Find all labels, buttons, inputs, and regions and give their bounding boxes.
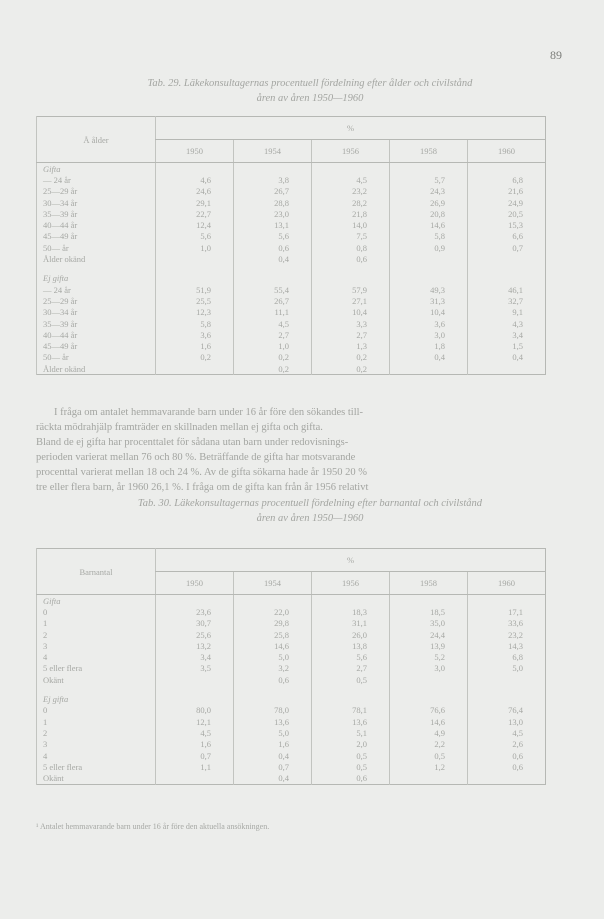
value-cell: 9,1	[468, 307, 546, 318]
paragraph-line: procenttal varierat mellan 18 och 24 %. Av de gifta sökarna hade år 1950 20 %	[36, 467, 368, 478]
value-cell: 5,0	[468, 663, 546, 674]
value-cell: 6,8	[468, 174, 546, 185]
spacer-cell	[37, 265, 156, 273]
value-cell: 6,6	[468, 231, 546, 242]
value-cell	[468, 253, 546, 264]
value-cell	[390, 253, 468, 264]
empty-cell	[156, 595, 234, 607]
value-cell: 26,0	[312, 629, 390, 640]
value-cell: 0,5	[312, 750, 390, 761]
table-row	[37, 674, 546, 685]
value-cell: 7,5	[312, 231, 390, 242]
value-cell: 12,4	[156, 219, 234, 230]
spacer-cell	[312, 265, 390, 273]
row-label: 30—34 år	[37, 197, 156, 208]
row-label: 3	[37, 640, 156, 651]
value-cell: 12,3	[156, 307, 234, 318]
value-cell: 27,1	[312, 295, 390, 306]
body-paragraph	[36, 405, 546, 495]
value-cell: 14,3	[468, 640, 546, 651]
value-cell: 31,3	[390, 295, 468, 306]
value-cell: 51,9	[156, 284, 234, 295]
value-cell: 4,5	[468, 727, 546, 738]
table2-unit-header: %	[156, 549, 546, 572]
value-cell: 3,2	[234, 663, 312, 674]
value-cell: 10,4	[390, 307, 468, 318]
row-label: 2	[37, 629, 156, 640]
value-cell: 1,0	[156, 242, 234, 253]
row-label: — 24 år	[37, 284, 156, 295]
value-cell: 22,0	[234, 606, 312, 617]
value-cell: 2,0	[312, 739, 390, 750]
value-cell: 24,4	[390, 629, 468, 640]
section-label: Ej gifta	[37, 693, 156, 704]
empty-cell	[390, 693, 468, 704]
value-cell: 3,4	[156, 651, 234, 662]
value-cell: 23,0	[234, 208, 312, 219]
empty-cell	[234, 693, 312, 704]
table2-year-header: 1958	[390, 572, 468, 595]
row-label: 50— år	[37, 352, 156, 363]
value-cell: 24,6	[156, 186, 234, 197]
value-cell: 2,2	[390, 739, 468, 750]
value-cell: 6,8	[468, 651, 546, 662]
row-label: Ålder okänd	[37, 363, 156, 375]
value-cell: 0,2	[312, 363, 390, 375]
value-cell: 0,2	[312, 352, 390, 363]
value-cell: 2,7	[312, 663, 390, 674]
value-cell: 5,8	[390, 231, 468, 242]
row-label: 35—39 år	[37, 318, 156, 329]
section-label: Ej gifta	[37, 273, 156, 284]
table1-year-header: 1950	[156, 140, 234, 163]
value-cell: 26,7	[234, 186, 312, 197]
value-cell: 24,9	[468, 197, 546, 208]
table-row	[37, 651, 546, 662]
value-cell: 3,3	[312, 318, 390, 329]
value-cell: 18,5	[390, 606, 468, 617]
empty-cell	[312, 163, 390, 175]
table2-year-header: 1960	[468, 572, 546, 595]
table-row	[37, 253, 546, 264]
value-cell: 31,1	[312, 618, 390, 629]
value-cell: 0,7	[156, 750, 234, 761]
table1-caption-line1: Tab. 29. Läkekonsultagernas procentuell fördelning efter ålder och civilstånd	[147, 78, 473, 89]
value-cell: 5,7	[390, 174, 468, 185]
value-cell: 80,0	[156, 705, 234, 716]
table-row	[37, 640, 546, 651]
section-spacer	[37, 685, 546, 693]
spacer-cell	[312, 685, 390, 693]
row-label: 45—49 år	[37, 340, 156, 351]
value-cell: 4,5	[312, 174, 390, 185]
table1-year-header: 1958	[390, 140, 468, 163]
table-row	[37, 197, 546, 208]
table2-caption	[70, 496, 550, 526]
value-cell: 5,6	[312, 651, 390, 662]
value-cell: 24,3	[390, 186, 468, 197]
spacer-cell	[37, 685, 156, 693]
value-cell: 76,4	[468, 705, 546, 716]
footnote: ¹ Antalet hemmavarande barn under 16 år före den aktuella ansökningen.	[36, 822, 270, 831]
row-label: 1	[37, 716, 156, 727]
table-row	[37, 307, 546, 318]
spacer-cell	[390, 265, 468, 273]
value-cell: 0,5	[390, 750, 468, 761]
value-cell	[156, 772, 234, 784]
value-cell: 0,6	[234, 242, 312, 253]
paragraph-line: perioden varierat mellan 76 och 80 %. Beträffande de gifta har motsvarande	[36, 452, 356, 463]
row-label: 3	[37, 739, 156, 750]
value-cell: 13,8	[312, 640, 390, 651]
empty-cell	[390, 163, 468, 175]
value-cell: 3,4	[468, 329, 546, 340]
spacer-cell	[390, 685, 468, 693]
paragraph-line: I fråga om antalet hemmavarande barn under 16 år före den sökandes till-	[54, 407, 364, 418]
value-cell	[390, 363, 468, 375]
value-cell: 0,6	[468, 761, 546, 772]
value-cell: 1,6	[156, 739, 234, 750]
table-row	[37, 727, 546, 738]
row-label: 45—49 år	[37, 231, 156, 242]
table2-stub-header: Barnantal	[37, 549, 156, 595]
table2	[36, 548, 546, 785]
value-cell	[390, 772, 468, 784]
row-label: 2	[37, 727, 156, 738]
table1-unit-header: %	[156, 117, 546, 140]
value-cell: 4,9	[390, 727, 468, 738]
row-label: 0	[37, 606, 156, 617]
value-cell: 78,1	[312, 705, 390, 716]
value-cell: 49,3	[390, 284, 468, 295]
value-cell: 32,7	[468, 295, 546, 306]
value-cell: 17,1	[468, 606, 546, 617]
value-cell: 11,1	[234, 307, 312, 318]
row-label: 25—29 år	[37, 186, 156, 197]
value-cell: 0,4	[390, 352, 468, 363]
value-cell: 14,6	[234, 640, 312, 651]
value-cell: 15,3	[468, 219, 546, 230]
value-cell: 13,6	[234, 716, 312, 727]
table-row	[37, 750, 546, 761]
value-cell: 0,6	[312, 772, 390, 784]
value-cell: 13,6	[312, 716, 390, 727]
section-row	[37, 693, 546, 704]
row-label: Ålder okänd	[37, 253, 156, 264]
value-cell: 1,3	[312, 340, 390, 351]
row-label: 4	[37, 651, 156, 662]
value-cell: 78,0	[234, 705, 312, 716]
value-cell: 14,0	[312, 219, 390, 230]
value-cell: 1,6	[234, 739, 312, 750]
value-cell	[156, 363, 234, 375]
value-cell: 13,2	[156, 640, 234, 651]
empty-cell	[468, 163, 546, 175]
value-cell: 0,5	[312, 761, 390, 772]
value-cell: 0,4	[234, 253, 312, 264]
value-cell: 25,5	[156, 295, 234, 306]
value-cell: 23,6	[156, 606, 234, 617]
value-cell	[468, 363, 546, 375]
row-label: 0	[37, 705, 156, 716]
spacer-cell	[234, 685, 312, 693]
table1-caption-line2: åren av åren 1950—1960	[256, 93, 364, 104]
table-row	[37, 772, 546, 784]
spacer-cell	[468, 685, 546, 693]
value-cell: 1,6	[156, 340, 234, 351]
value-cell: 4,6	[156, 174, 234, 185]
value-cell: 12,1	[156, 716, 234, 727]
value-cell: 20,8	[390, 208, 468, 219]
empty-cell	[468, 595, 546, 607]
value-cell: 21,8	[312, 208, 390, 219]
value-cell: 22,7	[156, 208, 234, 219]
empty-cell	[312, 595, 390, 607]
table-row	[37, 174, 546, 185]
value-cell: 3,6	[156, 329, 234, 340]
value-cell	[156, 674, 234, 685]
table2-caption-line1: Tab. 30. Läkekonsultagernas procentuell fördelning efter barnantal och civilstånd	[137, 498, 483, 509]
value-cell: 46,1	[468, 284, 546, 295]
empty-cell	[234, 595, 312, 607]
table-row	[37, 761, 546, 772]
value-cell: 1,0	[234, 340, 312, 351]
spacer-cell	[468, 265, 546, 273]
table-row	[37, 716, 546, 727]
row-label: 30—34 år	[37, 307, 156, 318]
page-number: 89	[550, 48, 562, 62]
value-cell: 25,6	[156, 629, 234, 640]
value-cell: 23,2	[468, 629, 546, 640]
value-cell: 28,2	[312, 197, 390, 208]
value-cell: 1,1	[156, 761, 234, 772]
value-cell: 5,0	[234, 727, 312, 738]
table1-year-header: 1956	[312, 140, 390, 163]
table-row	[37, 231, 546, 242]
value-cell: 55,4	[234, 284, 312, 295]
value-cell: 5,1	[312, 727, 390, 738]
spacer-cell	[156, 685, 234, 693]
value-cell: 23,2	[312, 186, 390, 197]
value-cell: 0,7	[468, 242, 546, 253]
section-row	[37, 273, 546, 284]
value-cell: 76,6	[390, 705, 468, 716]
value-cell: 1,5	[468, 340, 546, 351]
table1-stub-header: Å ålder	[37, 117, 156, 163]
table-row	[37, 618, 546, 629]
value-cell: 14,6	[390, 716, 468, 727]
value-cell: 21,6	[468, 186, 546, 197]
value-cell: 3,8	[234, 174, 312, 185]
table-row	[37, 318, 546, 329]
spacer-cell	[234, 265, 312, 273]
value-cell: 0,8	[312, 242, 390, 253]
empty-cell	[234, 163, 312, 175]
value-cell: 57,9	[312, 284, 390, 295]
empty-cell	[390, 595, 468, 607]
table-row	[37, 663, 546, 674]
value-cell: 0,2	[156, 352, 234, 363]
row-label: 35—39 år	[37, 208, 156, 219]
empty-cell	[156, 163, 234, 175]
empty-cell	[234, 273, 312, 284]
value-cell: 3,0	[390, 663, 468, 674]
value-cell	[468, 674, 546, 685]
value-cell: 0,7	[234, 761, 312, 772]
value-cell: 0,5	[312, 674, 390, 685]
value-cell: 10,4	[312, 307, 390, 318]
paragraph-line: tre eller flera barn, år 1960 26,1 %. I fråga om de gifta kan från år 1956 relativt	[36, 482, 369, 493]
row-label: 4	[37, 750, 156, 761]
value-cell: 0,2	[234, 363, 312, 375]
row-label: Okänt	[37, 674, 156, 685]
value-cell: 3,5	[156, 663, 234, 674]
table-row	[37, 739, 546, 750]
row-label: 5 eller flera	[37, 761, 156, 772]
row-label: 40—44 år	[37, 219, 156, 230]
value-cell: 4,5	[156, 727, 234, 738]
value-cell: 13,0	[468, 716, 546, 727]
value-cell: 0,2	[234, 352, 312, 363]
value-cell: 13,1	[234, 219, 312, 230]
section-spacer	[37, 265, 546, 273]
value-cell: 2,7	[312, 329, 390, 340]
table-row	[37, 705, 546, 716]
spacer-cell	[156, 265, 234, 273]
row-label: 25—29 år	[37, 295, 156, 306]
value-cell: 26,7	[234, 295, 312, 306]
paragraph-line: räckta mödrahjälp framträder en skillnaden mellan ej gifta och gifta.	[36, 422, 323, 433]
value-cell: 14,6	[390, 219, 468, 230]
table-row	[37, 329, 546, 340]
value-cell: 18,3	[312, 606, 390, 617]
value-cell: 3,6	[390, 318, 468, 329]
value-cell: 0,6	[312, 253, 390, 264]
empty-cell	[156, 693, 234, 704]
table-row	[37, 208, 546, 219]
table-row	[37, 340, 546, 351]
value-cell: 0,6	[468, 750, 546, 761]
empty-cell	[468, 273, 546, 284]
empty-cell	[468, 693, 546, 704]
empty-cell	[312, 273, 390, 284]
table1-year-header: 1960	[468, 140, 546, 163]
value-cell: 26,9	[390, 197, 468, 208]
value-cell: 33,6	[468, 618, 546, 629]
value-cell: 29,1	[156, 197, 234, 208]
value-cell: 4,3	[468, 318, 546, 329]
row-label: Okänt	[37, 772, 156, 784]
table-row	[37, 295, 546, 306]
value-cell	[468, 772, 546, 784]
section-label: Gifta	[37, 163, 156, 175]
value-cell: 1,2	[390, 761, 468, 772]
table1	[36, 116, 546, 375]
value-cell: 0,4	[468, 352, 546, 363]
value-cell: 5,8	[156, 318, 234, 329]
value-cell: 1,8	[390, 340, 468, 351]
table2-year-header: 1950	[156, 572, 234, 595]
value-cell	[390, 674, 468, 685]
value-cell	[156, 253, 234, 264]
table2-caption-line2: åren av åren 1950—1960	[256, 513, 364, 524]
value-cell: 20,5	[468, 208, 546, 219]
table-row	[37, 186, 546, 197]
empty-cell	[156, 273, 234, 284]
table-row	[37, 629, 546, 640]
row-label: 40—44 år	[37, 329, 156, 340]
empty-cell	[390, 273, 468, 284]
row-label: — 24 år	[37, 174, 156, 185]
value-cell: 0,6	[234, 674, 312, 685]
value-cell: 5,0	[234, 651, 312, 662]
table-row	[37, 363, 546, 375]
value-cell: 29,8	[234, 618, 312, 629]
table-row	[37, 219, 546, 230]
value-cell: 2,7	[234, 329, 312, 340]
empty-cell	[312, 693, 390, 704]
paragraph-line: Bland de ej gifta har procenttalet för sådana utan barn under redovisnings-	[36, 437, 349, 448]
value-cell: 0,4	[234, 772, 312, 784]
value-cell: 30,7	[156, 618, 234, 629]
value-cell: 28,8	[234, 197, 312, 208]
table-row	[37, 352, 546, 363]
table2-year-header: 1954	[234, 572, 312, 595]
value-cell: 35,0	[390, 618, 468, 629]
section-row	[37, 595, 546, 607]
value-cell: 2,6	[468, 739, 546, 750]
value-cell: 0,4	[234, 750, 312, 761]
row-label: 5 eller flera	[37, 663, 156, 674]
section-label: Gifta	[37, 595, 156, 607]
value-cell: 3,0	[390, 329, 468, 340]
table-row	[37, 284, 546, 295]
table2-year-header: 1956	[312, 572, 390, 595]
table1-caption	[70, 76, 550, 106]
value-cell: 25,8	[234, 629, 312, 640]
table-row	[37, 242, 546, 253]
row-label: 1	[37, 618, 156, 629]
table1-year-header: 1954	[234, 140, 312, 163]
value-cell: 13,9	[390, 640, 468, 651]
value-cell: 5,2	[390, 651, 468, 662]
table-row	[37, 606, 546, 617]
value-cell: 0,9	[390, 242, 468, 253]
value-cell: 5,6	[156, 231, 234, 242]
row-label: 50— år	[37, 242, 156, 253]
value-cell: 4,5	[234, 318, 312, 329]
value-cell: 5,6	[234, 231, 312, 242]
section-row	[37, 163, 546, 175]
